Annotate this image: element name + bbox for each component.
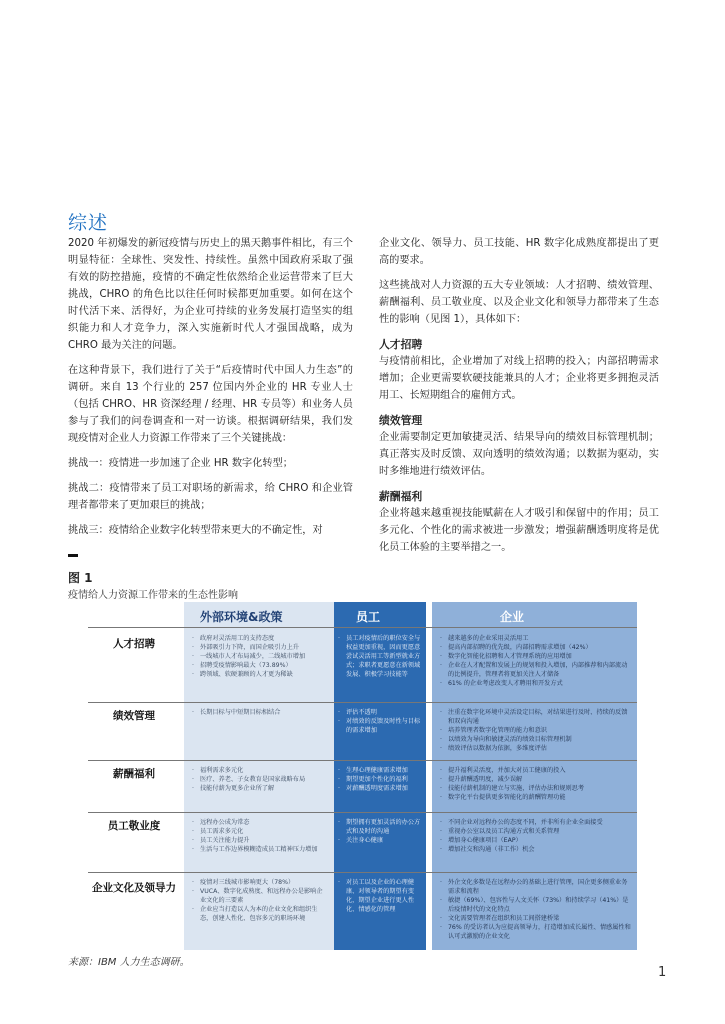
row-rule [88, 812, 637, 813]
cell-item: · 技能付薪机制的建立与实施，评估办法和规则思考 [440, 784, 632, 793]
ecosystem-figure [88, 602, 637, 950]
cell-item: · 文化需要管理者在组织和员工间搭建桥梁 [440, 914, 632, 923]
cell-item: · 提升福利灵活度，并加大对员工健康的投入 [440, 766, 632, 775]
paragraph-five-areas: 这些挑战对人力资源的五大专业领域：人才招聘、绩效管理、薪酬福利、员工敬业度、以及企业文化和领导力都带来了生态性的影响（见图 1），具体如下： [379, 280, 659, 325]
row-rule [88, 872, 637, 873]
cell-item: · 数字化平台提供更多智能化的薪酬管理功能 [440, 793, 632, 802]
cell-item: · 期望更加个性化的福利 [338, 775, 422, 784]
text-compensation: 企业将越来越重视技能赋薪在人才吸引和保留中的作用；员工多元化、个性化的需求被进一步激发；增强薪酬透明度将是优化员工体验的主要举措之一。 [379, 508, 659, 553]
cell-item: · 对员工以及企业的心理健康、对领导者的期望有变化，期望企业进行更人性化、情感化的管理 [338, 878, 422, 914]
figure-row-compensation [88, 762, 637, 812]
figure-row-recruitment [88, 630, 637, 702]
cell-item: · 增加社交和沟通（非工作）机会 [440, 845, 632, 854]
cell-item: · 员工关注能力提升 [192, 836, 328, 845]
cell-enterprise [440, 708, 632, 753]
cell-item: · 不同企业对远程办公的态度不同，并非所有企业全面接受 [440, 818, 632, 827]
row-rule [88, 702, 637, 703]
cell-employee [338, 878, 422, 914]
cell-item: · 数字化智能化招聘和人才管理系统的应用增加 [440, 652, 632, 661]
header-employee: 员工 [356, 610, 381, 624]
cell-enterprise [440, 634, 632, 688]
cell-external [192, 634, 328, 679]
cell-item: · 对绩效的反馈及时性与目标的需求增加 [338, 717, 422, 735]
text-performance: 企业需要制定更加敏捷灵活、结果导向的绩效目标管理机制；真正落实及时反馈、双向透明的绩效沟通；以数据为驱动，实时多维地进行绩效评估。 [379, 432, 659, 477]
cell-item: · 61% 的企业考虑改变人才聘用和开发方式 [440, 679, 632, 688]
cell-item: · 提高内部招聘的优先级，内部招聘需求增加（42%） [440, 643, 632, 652]
heading-compensation: 薪酬福利 [379, 490, 423, 503]
cell-employee [338, 818, 422, 845]
cell-item: · 跨领域、软硬兼顾的人才更为稀缺 [192, 670, 328, 679]
cell-enterprise [440, 766, 632, 802]
section-divider [68, 554, 78, 557]
cell-item: · 重视办公室以及员工沟通方式和关系管理 [440, 827, 632, 836]
challenge-three: 挑战三：疫情给企业数字化转型带来更大的不确定性，对 [68, 525, 323, 536]
cell-item: · 评估不透明 [338, 708, 422, 717]
figure-source: 来源：IBM 人力生态调研。 [68, 957, 190, 968]
header-external: 外部环境&政策 [200, 610, 283, 624]
cell-external [192, 818, 328, 854]
cell-employee [338, 708, 422, 735]
cell-item: · 注重在数字化环境中灵活设定目标，对结果进行及时、持续的反馈和双向沟通 [440, 708, 632, 726]
cell-item: · 外企文化多数是在远程办公的基础上进行管理，国企更多侧重业务需求和流程 [440, 878, 632, 896]
cell-external [192, 878, 328, 923]
challenge-two: 挑战二：疫情带来了员工对职场的新需求，给 CHRO 和企业管理者都带来了更加艰巨的挑战； [68, 483, 353, 511]
heading-recruitment: 人才招聘 [379, 338, 423, 351]
cell-item: · 对薪酬透明度需求增加 [338, 784, 422, 793]
cell-external [192, 708, 328, 717]
row-title: 绩效管理 [113, 710, 155, 722]
figure-caption: 疫情给人力资源工作带来的生态性影响 [68, 590, 238, 601]
cell-item: · 越来越多的企业采用灵活用工 [440, 634, 632, 643]
figure-label: 图 1 [68, 571, 93, 585]
cell-employee [338, 634, 422, 679]
challenge-one: 挑战一：疫情进一步加速了企业 HR 数字化转型； [68, 458, 293, 469]
row-title: 薪酬福利 [113, 768, 155, 780]
row-title: 企业文化及领导力 [92, 882, 176, 894]
cell-item: · 医疗、养老、子女教育是国家战略布局 [192, 775, 328, 784]
cell-item: · 员工对疫情后的职位安全与权益更加重视，因而更愿意尝试灵活用工等新型就业方式；求职者更愿意在新领域发展、积极学习技能等 [338, 634, 422, 679]
cell-item: · 远程办公成为常态 [192, 818, 328, 827]
cell-item: · 生活与工作边界模糊造成员工精神压力增加 [192, 845, 328, 854]
cell-item: · 福利需求多元化 [192, 766, 328, 775]
figure-row-engagement [88, 814, 637, 872]
figure-row-culture [88, 874, 637, 950]
cell-item: · 企业在人才配置和发展上的规划和投入增加，内部推荐和内部流动的比例提升，管理者将更加关注人才储备 [440, 661, 632, 679]
row-rule [88, 760, 637, 761]
cell-item: · 外部吸引力下降，而国企吸引力上升 [192, 643, 328, 652]
cell-item: · 疫情对三线城市影响更大（78%） [192, 878, 328, 887]
cell-enterprise [440, 878, 632, 941]
cell-item: · 76% 的受访者认为应提高领导力，打造增加成长属性、情感属性和认可式激励的企业文化 [440, 923, 632, 941]
cell-item: · 生理心理健康需求增加 [338, 766, 422, 775]
cell-item: · 长期目标与中短期目标相结合 [192, 708, 328, 717]
page-number: 1 [658, 965, 667, 980]
row-title: 人才招聘 [113, 638, 155, 650]
cell-item: · 招聘受疫情影响最大（73.89%） [192, 661, 328, 670]
header-enterprise: 企业 [500, 610, 525, 624]
paragraph-continued: 企业文化、领导力、员工技能、HR 数字化成熟度都提出了更高的要求。 [379, 238, 659, 266]
cell-item: · 一线城市人才布局减少，二线城市增加 [192, 652, 328, 661]
cell-item: · 关注身心健康 [338, 836, 422, 845]
heading-performance: 绩效管理 [379, 414, 423, 427]
cell-enterprise [440, 818, 632, 854]
cell-item: · 绩效评估以数据为依据，多维度评估 [440, 744, 632, 753]
paragraph-intro: 2020 年初爆发的新冠疫情与历史上的黑天鹅事件相比，有三个明显特征：全球性、突发性、持续性。虽然中国政府采取了强有效的防控措施，疫情的不确定性依然给企业运营带来了巨大挑战，CHRO 的角色比以往任何时候都更加重要。如何在这个时代活下来、活得好，为企业可持续的业务发展打造坚实的组织能力和人才竞争力，深入实施新时代人才强国战略，成为 CHRO 最为关注的问题。 [68, 238, 353, 351]
figure-row-performance [88, 704, 637, 760]
cell-item: · 期望拥有更加灵活的办公方式和及时的沟通 [338, 818, 422, 836]
cell-item: · 提升薪酬透明度，减少误解 [440, 775, 632, 784]
cell-external [192, 766, 328, 793]
cell-item: · VUCA、数字化成熟度、和远程办公是影响企业文化的三要素 [192, 887, 328, 905]
paragraph-background: 在这种背景下，我们进行了关于“后疫情时代中国人力生态”的调研。来自 13 个行业的 257 位国内外企业的 HR 专业人士（包括 CHRO、HR 资深经理 / 经理、HR 专员等）和业务人员参与了我们的问卷调查和一对一访谈。根据调研结果，我们发现疫情对企业人力资源工作带来了三个关键挑战： [68, 365, 353, 444]
cell-item: · 培养管理者数字化管理的能力和意识 [440, 726, 632, 735]
row-title: 员工敬业度 [107, 820, 161, 832]
cell-item: · 增加身心健康项目（EAP） [440, 836, 632, 845]
row-rule [88, 627, 637, 628]
cell-item: · 企业应当打造以人为本的企业文化和组织生态，创建人性化、包容多元的职场环境 [192, 905, 328, 923]
cell-item: · 技能付薪为更多企业所了解 [192, 784, 328, 793]
text-recruitment: 与疫情前相比，企业增加了对线上招聘的投入；内部招聘需求增加；企业更需要软硬技能兼具的人才；企业将更多拥抱灵活用工、长短期组合的雇佣方式。 [379, 356, 659, 401]
cell-employee [338, 766, 422, 793]
cell-item: · 以绩效为导向和敏捷灵活的绩效目标管理机制 [440, 735, 632, 744]
cell-item: · 敏捷（69%）、包容性与人文关怀（73%）和持续学习（41%）是后疫情时代的文化特点 [440, 896, 632, 914]
left-column [68, 235, 353, 547]
cell-item: · 政府对灵活用工的支持态度 [192, 634, 328, 643]
right-column [379, 235, 659, 564]
section-title: 综述 [68, 212, 109, 234]
cell-item: · 员工需求多元化 [192, 827, 328, 836]
